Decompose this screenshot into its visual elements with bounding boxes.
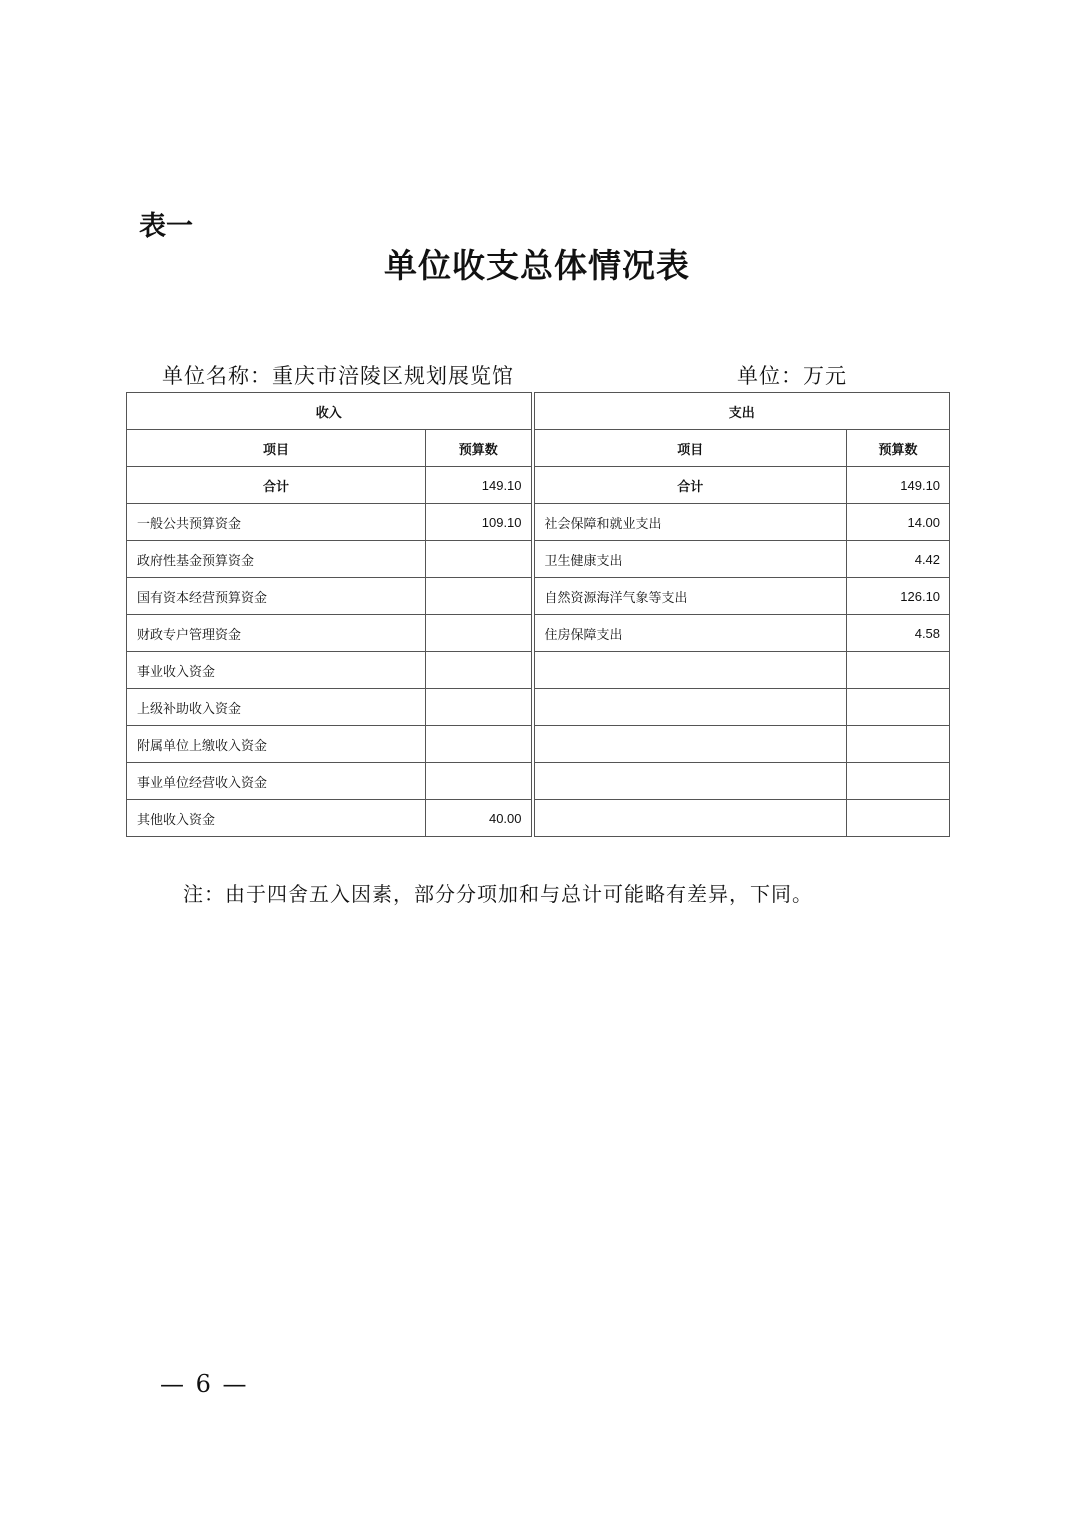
expense-total-label: 合计: [533, 467, 847, 504]
table-row: [127, 652, 950, 689]
expense-item: [533, 689, 847, 726]
income-value: [426, 541, 533, 578]
income-item: 政府性基金预算资金: [127, 541, 426, 578]
expense-item: [533, 800, 847, 837]
page-title: 单位收支总体情况表: [384, 246, 690, 285]
expense-item-col-header: 项目: [533, 430, 847, 467]
income-item: 事业单位经营收入资金: [127, 763, 426, 800]
income-budget-col-header: 预算数: [426, 430, 533, 467]
expense-header: 支出: [533, 393, 950, 430]
table-row: [127, 541, 950, 578]
income-value: [426, 763, 533, 800]
income-value: 109.10: [426, 504, 533, 541]
expense-item: 自然资源海洋气象等支出: [533, 578, 847, 615]
income-item: 附属单位上缴收入资金: [127, 726, 426, 763]
budget-table: [126, 392, 950, 837]
currency-unit: 单位：万元: [737, 364, 847, 388]
income-value: [426, 726, 533, 763]
expense-total-value: 149.10: [847, 467, 950, 504]
expense-value: [847, 800, 950, 837]
footnote: 注：由于四舍五入因素，部分分项加和与总计可能略有差异，下同。: [183, 882, 813, 906]
column-header-row: [127, 430, 950, 467]
page-number: — 6 —: [160, 1370, 249, 1398]
table-row: [127, 689, 950, 726]
income-value: 40.00: [426, 800, 533, 837]
table-row: [127, 800, 950, 837]
income-total-value: 149.10: [426, 467, 533, 504]
income-value: [426, 689, 533, 726]
expense-value: 14.00: [847, 504, 950, 541]
expense-item: 卫生健康支出: [533, 541, 847, 578]
expense-value: [847, 689, 950, 726]
expense-value: [847, 726, 950, 763]
table-row: [127, 504, 950, 541]
expense-value: 126.10: [847, 578, 950, 615]
expense-value: [847, 763, 950, 800]
table-number: 表一: [139, 211, 193, 242]
income-item: 其他收入资金: [127, 800, 426, 837]
expense-budget-col-header: 预算数: [847, 430, 950, 467]
income-item: 事业收入资金: [127, 652, 426, 689]
table-row: [127, 578, 950, 615]
income-item-col-header: 项目: [127, 430, 426, 467]
income-item: 财政专户管理资金: [127, 615, 426, 652]
expense-item: [533, 726, 847, 763]
income-value: [426, 652, 533, 689]
income-item: 上级补助收入资金: [127, 689, 426, 726]
income-item: 一般公共预算资金: [127, 504, 426, 541]
expense-item: [533, 763, 847, 800]
table-row: [127, 615, 950, 652]
table-row: [127, 726, 950, 763]
table-row: [127, 763, 950, 800]
income-value: [426, 578, 533, 615]
expense-value: 4.42: [847, 541, 950, 578]
expense-item: 住房保障支出: [533, 615, 847, 652]
total-row: [127, 467, 950, 504]
income-total-label: 合计: [127, 467, 426, 504]
income-value: [426, 615, 533, 652]
income-header: 收入: [127, 393, 533, 430]
section-header-row: [127, 393, 950, 430]
expense-value: [847, 652, 950, 689]
income-item: 国有资本经营预算资金: [127, 578, 426, 615]
expense-item: [533, 652, 847, 689]
expense-value: 4.58: [847, 615, 950, 652]
unit-name: 单位名称：重庆市涪陵区规划展览馆: [162, 364, 514, 388]
expense-item: 社会保障和就业支出: [533, 504, 847, 541]
